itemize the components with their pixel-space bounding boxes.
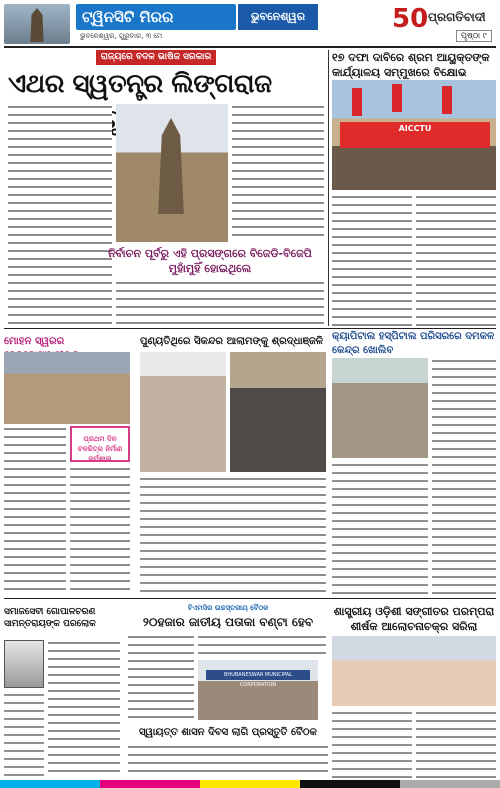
story9-headline: ଶାସ୍ତ୍ରୀୟ ଓଡ଼ିଶୀ ସଙ୍ଗୀତର ପରମ୍ପରା ଶୀର୍ଷକ ଆଲୋଚନାଚକ୍ର ସରିଲା	[333, 605, 495, 633]
page-number: ପୃଷ୍ଠା ୯	[456, 30, 492, 42]
fire-station-photo	[332, 358, 428, 458]
story2-headline: ୧୭ ଦଫା ଦାବିରେ ଶ୍ରମ ଆୟୁକ୍ତଙ୍କ କାର୍ଯ୍ୟାଳୟ ସମ୍ମୁଖରେ ବିକ୍ଷୋଭ	[332, 51, 490, 79]
protest-photo	[332, 80, 496, 190]
lingaraj-temple-photo	[116, 104, 228, 242]
section-rule	[4, 328, 496, 329]
music-seminar-photo	[332, 636, 496, 706]
memorial-photo-2	[230, 352, 326, 472]
temple-icon	[26, 8, 48, 42]
story5-body-col2	[332, 462, 428, 594]
story7-headline: ୨୦ହଜାର ଜାତୀୟ ପତାକା ବଣ୍ଟା ହେବ	[142, 615, 314, 629]
story3-body-col2	[70, 466, 130, 594]
red-flag-icon	[392, 84, 402, 112]
bmc-banner: BHUBANESWAR MUNICIPAL CORPORATION	[206, 670, 310, 680]
masthead-city: ଭୁବନେଶ୍ୱର	[238, 4, 318, 30]
tribute-photo	[4, 352, 130, 424]
story2-body	[332, 194, 412, 326]
anniversary-logo: 50	[392, 4, 429, 34]
workshop-box: ପ୍ରଥମ ଦିନ ଚଳଚ୍ଚିତ୍ର ନିର୍ମାଣ କର୍ମଶାଳା	[70, 426, 130, 462]
temple-illustration	[4, 4, 70, 44]
portrait-photo	[4, 640, 44, 688]
story8-headline: ସ୍ୱାୟତ୍ତ ଶାସନ ଦିବସ ଲାଗି ପ୍ରସ୍ତୁତି ବୈଠକ	[139, 727, 317, 738]
red-flag-icon	[352, 88, 362, 116]
masthead-title: ଟ୍ୱିନସିଟି ମିରର	[76, 4, 236, 30]
story1-headline: ଏଥର ସ୍ୱତନ୍ତ୍ର ଲିଙ୍ଗରାଜ	[8, 69, 272, 99]
story3-body	[4, 426, 66, 594]
section-rule	[4, 598, 496, 599]
story8-body	[128, 744, 328, 778]
protest-banner: AICCTU	[340, 122, 490, 148]
story6-body-col2	[4, 692, 44, 776]
story6-headline: ସମାଜସେବୀ ଗୋପାଳଚରଣ ସାମନ୍ତରାୟଙ୍କ ପରଲୋକ	[4, 607, 96, 629]
story7-kicker: ବିଏମସିର ଉଚ୍ଚସ୍ତରୀୟ ବୈଠକ	[187, 604, 269, 612]
story4-headline: ପୁଣ୍ୟତିଥିରେ ସିକନ୍ଦର ଆଲାମଙ୍କୁ ଶ୍ରଦ୍ଧାଞ୍ଜଳି	[140, 336, 323, 347]
story2-body-col2	[416, 194, 496, 326]
column-divider	[328, 50, 329, 326]
story1-body-col3	[232, 104, 324, 242]
story9-body	[332, 710, 412, 778]
story1-body	[8, 104, 112, 326]
memorial-photo	[140, 352, 226, 472]
story5-body	[432, 358, 496, 594]
temple-spire-icon	[148, 118, 194, 214]
story1-kicker: ରାଜ୍ୟରେ ବଦଳ ଭାଷିଜ ସରକାର	[96, 50, 216, 65]
bmc-meeting-photo	[198, 660, 318, 720]
red-flag-icon	[442, 86, 452, 114]
story3-headline: ମୋହନ ସ୍ୱରର	[4, 336, 65, 347]
story9-body-col2	[416, 710, 496, 778]
print-color-bar	[0, 780, 500, 788]
newspaper-name: ପ୍ରଗତିବାଦୀ	[428, 10, 486, 24]
masthead-rule	[4, 46, 496, 48]
story4-body	[140, 476, 326, 594]
story1-body-bottom	[116, 280, 324, 326]
story1-subhead: ନିର୍ବାଚନ ପୂର୍ବରୁ ଏହି ପ୍ରସଙ୍ଗରେ ବିଜେଡି-ବିଜେପି ମୁହାଁମୁହିଁ ହୋଇଥିଲେ	[108, 247, 312, 275]
story5-headline: କ୍ୟାପିଟାଲ ହସ୍ପିଟାଲ ପରିସରରେ ଦମକଳ କେନ୍ଦ୍ର ଖୋଲିବ	[332, 331, 495, 356]
story7-body-col2	[198, 634, 326, 658]
story6-body	[48, 640, 120, 776]
story7-body	[128, 634, 194, 722]
masthead-date: ଭୁବନେଶ୍ୱର, ଗୁରୁବାର, ୩ ମେ	[80, 32, 163, 40]
